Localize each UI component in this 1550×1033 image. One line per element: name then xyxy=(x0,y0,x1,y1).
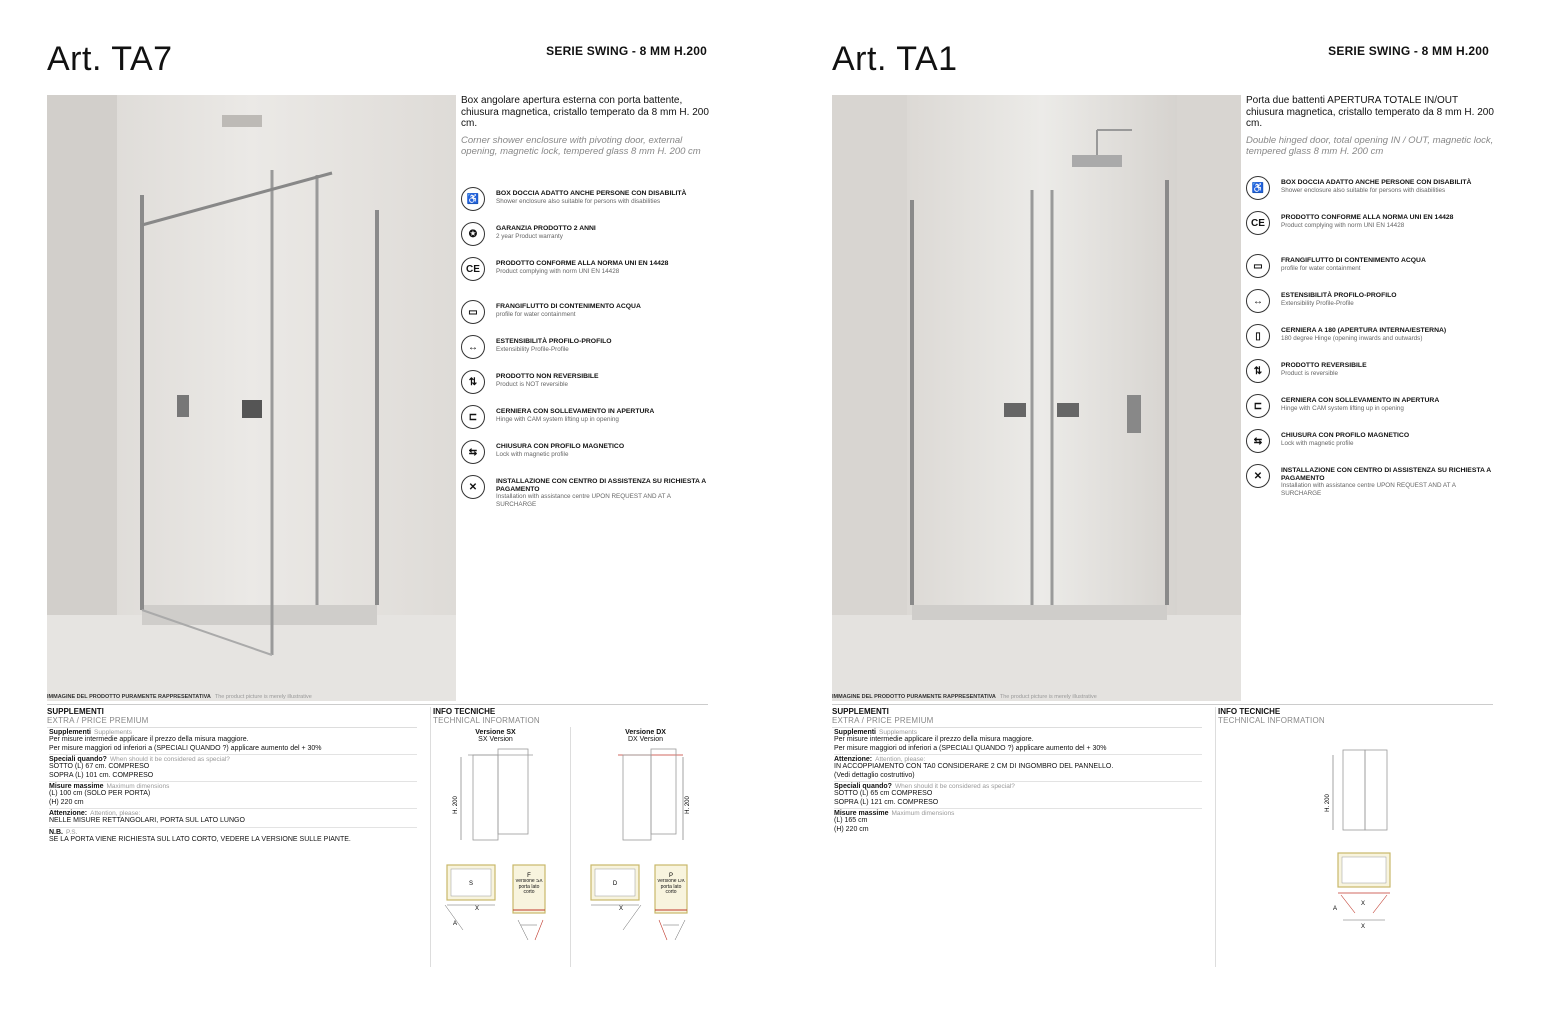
dimension-a-label: A xyxy=(1333,906,1338,912)
ce-icon: CE xyxy=(461,257,485,281)
product-photo xyxy=(47,95,456,701)
dimension-x-label: X xyxy=(619,906,624,912)
feature-list xyxy=(1246,176,1506,499)
supplement-row: Supplementi Supplements Per misure intermedie applicare il prezzo della misura maggiore. Per misure maggiori od inferiori a (SPECIALI QUANDO ?) applicare aumento del + 30% xyxy=(834,728,1202,755)
tools-icon: ✕ xyxy=(1246,464,1270,488)
plan-p-label: P xyxy=(668,873,674,879)
supplement-row: Supplementi Supplements Per misure intermedie applicare il prezzo della misura maggiore. Per misure maggiori od inferiori a (SPECIALI QUANDO ?) applicare aumento del + 30% xyxy=(49,728,417,755)
plan-p-note: Versione DX porta lato corto xyxy=(657,879,685,895)
page-title: Art. TA7 xyxy=(47,40,173,78)
supplements-table xyxy=(47,727,417,845)
photo-caption: IMMAGINE DEL PRODOTTO PURAMENTE RAPPRESENTATIVA The product picture is merely illustrative xyxy=(47,694,312,700)
supplement-row: Misure massime Maximum dimensions (L) 165 cm (H) 220 cm xyxy=(834,810,955,833)
supplements-subheading: EXTRA / PRICE PREMIUM xyxy=(832,716,934,725)
dimension-x-label: X xyxy=(475,906,480,912)
feature-item: ↔ ESTENSIBILITÀ PROFILO-PROFILO Extensibility Profile-Profile xyxy=(461,335,721,370)
version-sx-title: Versione SX xyxy=(475,729,516,736)
warranty-icon: ✪ xyxy=(461,222,485,246)
supplements-section xyxy=(47,707,417,845)
feature-item: ♿ BOX DOCCIA ADATTO ANCHE PERSONE CON DISABILITÀ Shower enclosure also suitable for persons with disabilities xyxy=(461,187,721,222)
description-en: Double hinged door, total opening IN / OUT, magnetic lock, tempered glass 8 mm H. 200 cm xyxy=(1246,134,1494,157)
hinge-180-icon: ▯ xyxy=(1246,324,1270,348)
dimension-x-label: X xyxy=(1361,924,1366,930)
page-title: Art. TA1 xyxy=(832,40,958,78)
feature-item: ✕ INSTALLAZIONE CON CENTRO DI ASSISTENZA SU RICHIESTA A PAGAMENTO Installation with assistance centre UPON REQUEST AND AT A SURCHARGE xyxy=(1246,464,1506,499)
column-divider xyxy=(1215,707,1216,967)
magnetic-lock-icon: ⇆ xyxy=(461,440,485,464)
feature-item: ⊏ CERNIERA CON SOLLEVAMENTO IN APERTURA Hinge with CAM system lifting up in opening xyxy=(461,405,721,440)
page-ta1 xyxy=(832,0,1532,1033)
extensibility-icon: ↔ xyxy=(1246,289,1270,313)
feature-list xyxy=(461,187,721,510)
ce-icon: CE xyxy=(1246,211,1270,235)
description xyxy=(1246,95,1496,157)
technical-info-subheading: TECHNICAL INFORMATION xyxy=(433,716,540,725)
not-reversible-icon: ⇅ xyxy=(461,370,485,394)
feature-item: ♿ BOX DOCCIA ADATTO ANCHE PERSONE CON DISABILITÀ Shower enclosure also suitable for persons with disabilities xyxy=(1246,176,1506,211)
supplements-section xyxy=(832,707,1202,835)
supplement-row: Speciali quando? When should it be considered as special? SOTTO (L) 65 cm COMPRESO SOPRA (L) 121 cm. COMPRESO xyxy=(834,782,1202,809)
plan-f-note: Versione SX porta lato corto xyxy=(515,879,543,895)
divider xyxy=(832,704,1493,705)
version-dx-diagram xyxy=(583,729,708,960)
version-divider xyxy=(570,727,571,967)
page-ta7 xyxy=(47,0,747,1033)
feature-item: CE PRODOTTO CONFORME ALLA NORMA UNI EN 14428 Product complying with norm UNI EN 14428 xyxy=(1246,211,1506,254)
feature-item: ⇅ PRODOTTO REVERSIBILE Product is reversible xyxy=(1246,359,1506,394)
feature-item: ▯ CERNIERA A 180 (APERTURA INTERNA/ESTERNA) 180 degree Hinge (opening inwards and outwards) xyxy=(1246,324,1506,359)
plan-s-label: S xyxy=(468,881,474,887)
technical-info-section xyxy=(1218,707,1498,930)
supplements-heading: SUPPLEMENTI xyxy=(832,707,889,716)
feature-item: ↔ ESTENSIBILITÀ PROFILO-PROFILO Extensibility Profile-Profile xyxy=(1246,289,1506,324)
product-photo xyxy=(832,95,1241,701)
water-profile-icon: ▭ xyxy=(461,300,485,324)
feature-item: CE PRODOTTO CONFORME ALLA NORMA UNI EN 14428 Product complying with norm UNI EN 14428 xyxy=(461,257,721,300)
supplement-row: Speciali quando? When should it be considered as special? SOTTO (L) 67 cm. COMPRESO SOPRA (L) 101 cm. COMPRESO xyxy=(49,755,417,782)
technical-info-subheading: TECHNICAL INFORMATION xyxy=(1218,716,1325,725)
supplement-row: Attenzione: Attention, please: IN ACCOPPIAMENTO CON TA0 CONSIDERARE 2 CM DI INGOMBRO DEL PANNELLO. (Vedi dettaglio costruttivo) xyxy=(834,755,1202,782)
supplements-table xyxy=(832,727,1202,835)
version-sx-drawing xyxy=(433,745,558,955)
description-it: Box angolare apertura esterna con porta battente, chiusura magnetica, cristallo temperato da 8 mm H. 200 cm. xyxy=(461,95,709,129)
feature-item: ⇅ PRODOTTO NON REVERSIBILE Product is NOT reversible xyxy=(461,370,721,405)
feature-item: ✕ INSTALLAZIONE CON CENTRO DI ASSISTENZA SU RICHIESTA A PAGAMENTO Installation with assistance centre UPON REQUEST AND AT A SURCHARGE xyxy=(461,475,721,510)
feature-item: ⇆ CHIUSURA CON PROFILO MAGNETICO Lock with magnetic profile xyxy=(461,440,721,475)
version-sx-diagram xyxy=(433,729,558,960)
technical-info-heading: INFO TECNICHE xyxy=(1218,707,1281,716)
description xyxy=(461,95,711,157)
series-label: SERIE SWING - 8 MM H.200 xyxy=(1328,44,1489,58)
column-divider xyxy=(430,707,431,967)
supplement-row: N.B. P.S. SE LA PORTA VIENE RICHIESTA SUL LATO CORTO, VEDERE LA VERSIONE SULLE PIANTE. xyxy=(49,828,351,843)
supplement-row: Misure massime Maximum dimensions (L) 100 cm (SOLO PER PORTA) (H) 220 cm xyxy=(49,782,417,809)
description-it: Porta due battenti APERTURA TOTALE IN/OUT chiusura magnetica, cristallo temperato da 8 mm H. 200 cm. xyxy=(1246,95,1494,129)
technical-info-section xyxy=(433,707,713,927)
series-label: SERIE SWING - 8 MM H.200 xyxy=(546,44,707,58)
feature-item: ⇆ CHIUSURA CON PROFILO MAGNETICO Lock with magnetic profile xyxy=(1246,429,1506,464)
description-en: Corner shower enclosure with pivoting door, external opening, magnetic lock, tempered glass 8 mm H. 200 cm xyxy=(461,134,701,157)
height-label: H. 200 xyxy=(685,796,691,814)
disability-icon: ♿ xyxy=(1246,176,1270,200)
version-dx-subtitle: DX Version xyxy=(627,736,664,743)
version-dx-title: Versione DX xyxy=(625,729,666,736)
plan-d-label: D xyxy=(612,881,618,887)
photo-caption: IMMAGINE DEL PRODOTTO PURAMENTE RAPPRESENTATIVA The product picture is merely illustrative xyxy=(832,694,1097,700)
height-label: H. 200 xyxy=(453,796,459,814)
divider xyxy=(47,704,708,705)
technical-info-heading: INFO TECNICHE xyxy=(433,707,496,716)
tools-icon: ✕ xyxy=(461,475,485,499)
reversible-icon: ⇅ xyxy=(1246,359,1270,383)
disability-icon: ♿ xyxy=(461,187,485,211)
version-dx-drawing xyxy=(583,745,708,955)
supplement-row: Attenzione: Attention, please: NELLE MISURE RETTANGOLARI, PORTA SUL LATO LUNGO xyxy=(49,809,417,828)
magnetic-lock-icon: ⇆ xyxy=(1246,429,1270,453)
dimension-a-label: A xyxy=(453,921,458,927)
hinge-cam-icon: ⊏ xyxy=(1246,394,1270,418)
plan-f-label: F xyxy=(527,873,531,879)
water-profile-icon: ▭ xyxy=(1246,254,1270,278)
feature-item: ▭ FRANGIFLUTTO DI CONTENIMENTO ACQUA profile for water containment xyxy=(1246,254,1506,289)
feature-item: ✪ GARANZIA PRODOTTO 2 ANNI 2 year Product warranty xyxy=(461,222,721,257)
version-sx-subtitle: SX Version xyxy=(478,736,513,743)
supplements-heading: SUPPLEMENTI xyxy=(47,707,104,716)
supplements-subheading: EXTRA / PRICE PREMIUM xyxy=(47,716,149,725)
feature-item: ⊏ CERNIERA CON SOLLEVAMENTO IN APERTURA Hinge with CAM system lifting up in opening xyxy=(1246,394,1506,429)
height-label: H. 200 xyxy=(1325,794,1331,812)
ta1-diagram xyxy=(1313,745,1413,935)
hinge-cam-icon: ⊏ xyxy=(461,405,485,429)
feature-item: ▭ FRANGIFLUTTO DI CONTENIMENTO ACQUA profile for water containment xyxy=(461,300,721,335)
ta1-drawing xyxy=(1313,745,1413,930)
dimension-x-label: X xyxy=(1361,901,1366,907)
extensibility-icon: ↔ xyxy=(461,335,485,359)
